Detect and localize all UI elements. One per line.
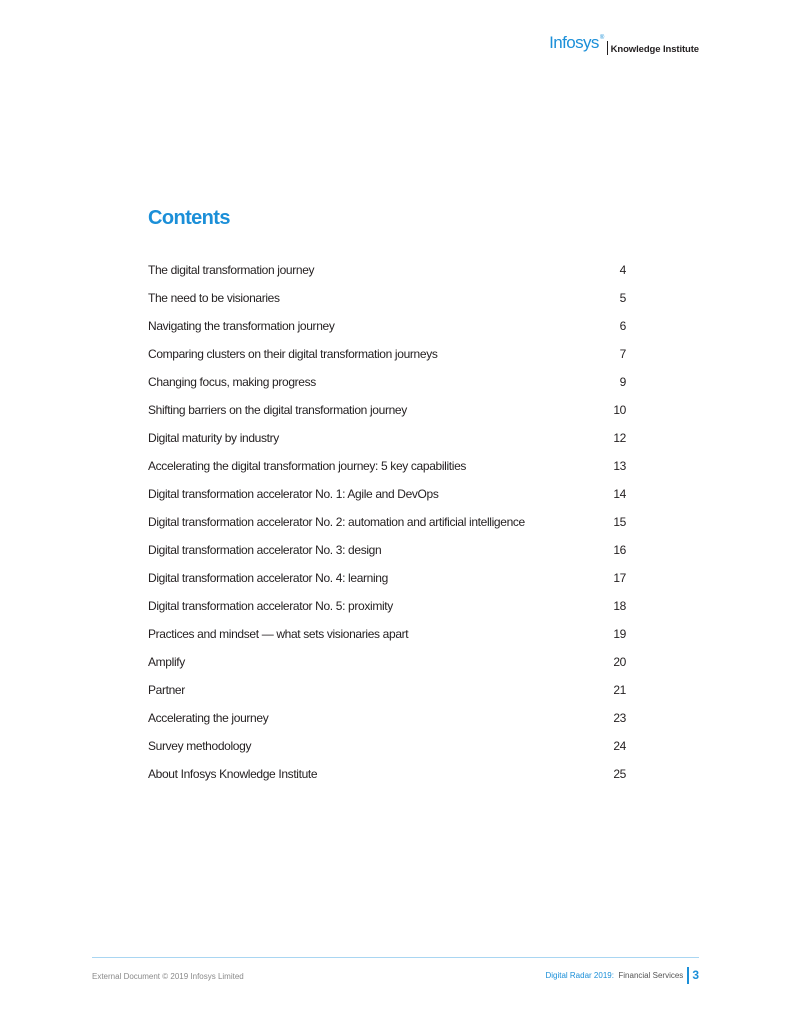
- toc-entry-title: Survey methodology: [148, 739, 252, 753]
- toc-entry[interactable]: [148, 487, 626, 515]
- logo-divider: [607, 41, 608, 55]
- toc-entry[interactable]: [148, 711, 626, 739]
- footer-divider: [92, 957, 699, 958]
- toc-entry-title: Practices and mindset — what sets visionaries apart: [148, 627, 409, 641]
- toc-entry[interactable]: [148, 767, 626, 795]
- toc-entry[interactable]: [148, 599, 626, 627]
- toc-entry-title: Changing focus, making progress: [148, 375, 316, 389]
- toc-entry-page: 20: [613, 655, 626, 669]
- page-number: 3: [692, 968, 699, 982]
- toc-entry-title: Digital transformation accelerator No. 5: proximity: [148, 599, 393, 613]
- toc-entry-page: 16: [613, 543, 626, 557]
- toc-entry-page: 7: [619, 347, 626, 361]
- toc-entry-page: 9: [619, 375, 626, 389]
- toc-entry[interactable]: [148, 739, 626, 767]
- toc-entry-title: Shifting barriers on the digital transformation journey: [148, 403, 407, 417]
- toc-entry-title: Digital maturity by industry: [148, 431, 279, 445]
- toc-entry-title: Accelerating the digital transformation journey: 5 key capabilities: [148, 459, 467, 473]
- toc-entry[interactable]: [148, 543, 626, 571]
- toc-entry[interactable]: [148, 375, 626, 403]
- toc-entry-page: 18: [613, 599, 626, 613]
- toc-entry-title: Amplify: [148, 655, 185, 669]
- toc-entry-page: 14: [613, 487, 626, 501]
- footer-page-bar: [687, 967, 689, 984]
- toc-entry-page: 6: [619, 319, 626, 333]
- page-title: Contents: [148, 207, 230, 229]
- toc-entry[interactable]: [148, 431, 626, 459]
- footer-copyright: External Document © 2019 Infosys Limited: [92, 972, 244, 981]
- toc-entry-page: 17: [613, 571, 626, 585]
- toc-entry-page: 25: [613, 767, 626, 781]
- toc-entry-page: 21: [613, 683, 626, 697]
- toc-entry[interactable]: [148, 459, 626, 487]
- toc-entry-page: 19: [613, 627, 626, 641]
- footer-report-name: Digital Radar 2019:: [545, 970, 614, 980]
- toc-entry-title: The need to be visionaries: [148, 291, 280, 305]
- toc-entry-title: The digital transformation journey: [148, 263, 315, 277]
- footer-sector: Financial Services: [618, 970, 684, 980]
- toc-entry[interactable]: [148, 683, 626, 711]
- toc-entry-page: 4: [619, 263, 626, 277]
- brand-subtitle: Knowledge Institute: [610, 44, 699, 55]
- toc-entry-page: 12: [613, 431, 626, 445]
- toc-entry-page: 23: [613, 711, 626, 725]
- toc-entry-title: Navigating the transformation journey: [148, 319, 335, 333]
- footer-publication: [545, 966, 699, 984]
- toc-entry[interactable]: [148, 291, 626, 319]
- toc-entry-page: 13: [613, 459, 626, 473]
- toc-entry-title: Digital transformation accelerator No. 2: automation and artificial intelligence: [148, 515, 525, 529]
- toc-entry-page: 10: [613, 403, 626, 417]
- toc-entry[interactable]: [148, 515, 626, 543]
- toc-entry[interactable]: [148, 347, 626, 375]
- toc-entry-title: Digital transformation accelerator No. 3: design: [148, 543, 382, 557]
- toc-entry-page: 5: [619, 291, 626, 305]
- brand-name: Infosys: [549, 33, 599, 52]
- brand-trademark: ®: [599, 35, 604, 41]
- toc-entry[interactable]: [148, 627, 626, 655]
- toc-entry-title: Digital transformation accelerator No. 4: learning: [148, 571, 388, 585]
- toc-entry[interactable]: [148, 263, 626, 291]
- table-of-contents: [148, 263, 626, 795]
- toc-entry[interactable]: [148, 403, 626, 431]
- header-logo: [549, 34, 699, 56]
- toc-entry-title: Accelerating the journey: [148, 711, 269, 725]
- toc-entry-page: 24: [613, 739, 626, 753]
- toc-entry-title: Comparing clusters on their digital transformation journeys: [148, 347, 438, 361]
- toc-entry[interactable]: [148, 319, 626, 347]
- toc-entry-page: 15: [613, 515, 626, 529]
- toc-entry-title: Partner: [148, 683, 185, 697]
- toc-entry[interactable]: [148, 571, 626, 599]
- toc-entry-title: About Infosys Knowledge Institute: [148, 767, 318, 781]
- toc-entry-title: Digital transformation accelerator No. 1: Agile and DevOps: [148, 487, 439, 501]
- infosys-logo: [549, 34, 603, 56]
- toc-entry[interactable]: [148, 655, 626, 683]
